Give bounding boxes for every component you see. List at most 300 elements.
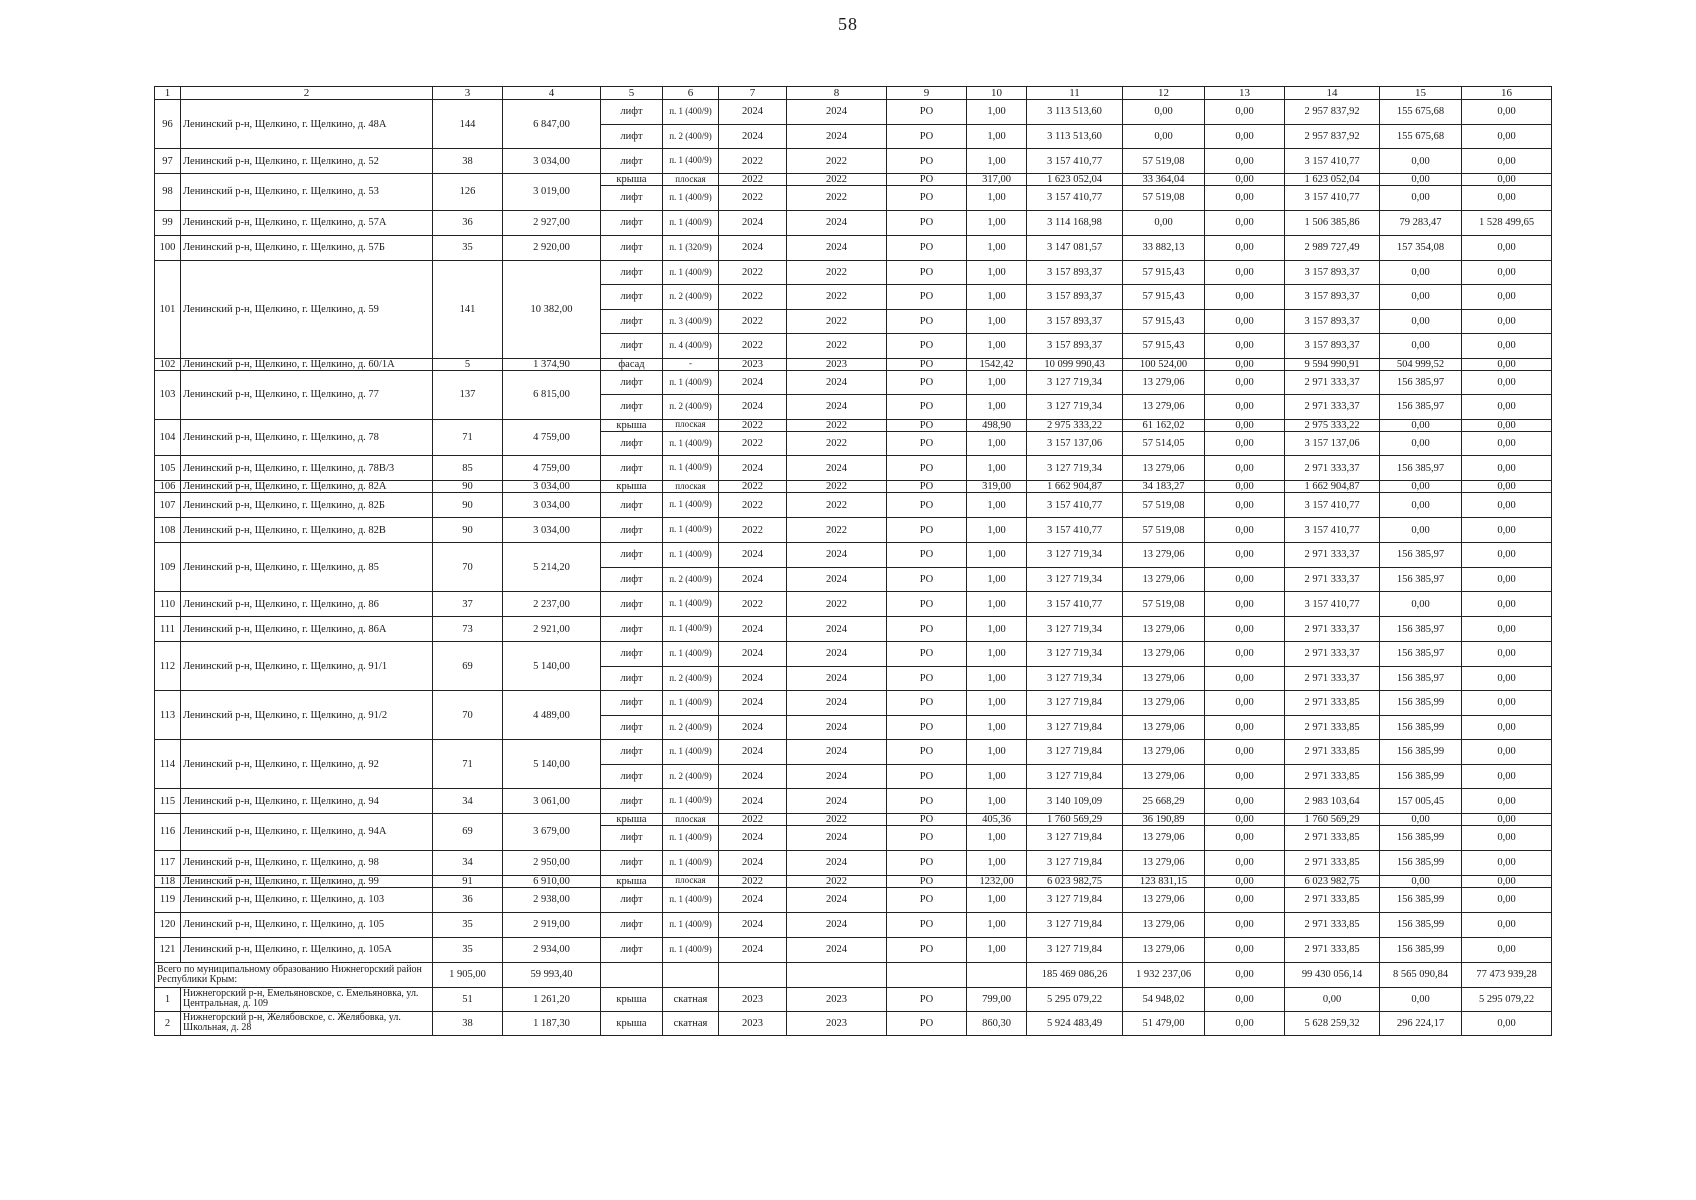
data-cell: 2 971 333,37 (1285, 642, 1380, 667)
row-number: 106 (155, 481, 181, 493)
apartments-cell: 70 (433, 691, 503, 740)
apartments-cell: 38 (433, 1011, 503, 1035)
data-cell: РО (887, 481, 967, 493)
data-cell: 0,00 (1462, 789, 1552, 814)
data-cell: плоская (663, 419, 719, 431)
data-cell: 1,00 (967, 370, 1027, 395)
data-cell: 0,00 (1205, 124, 1285, 149)
data-cell: РО (887, 875, 967, 887)
total-row (155, 962, 1552, 987)
data-cell: 1 623 052,04 (1027, 174, 1123, 186)
address-cell: Ленинский р-н, Щелкино, г. Щелкино, д. 57А (181, 210, 433, 235)
data-cell: 57 519,08 (1123, 149, 1205, 174)
data-cell: РО (887, 1011, 967, 1035)
data-cell: плоская (663, 174, 719, 186)
data-cell: 0,00 (1205, 875, 1285, 887)
data-cell: 2023 (787, 358, 887, 370)
data-cell: 1,00 (967, 789, 1027, 814)
data-cell: крыша (601, 875, 663, 887)
data-cell: лифт (601, 186, 663, 211)
data-cell: 57 915,43 (1123, 309, 1205, 334)
row-number: 112 (155, 642, 181, 691)
data-cell: 0,00 (1462, 419, 1552, 431)
address-cell: Ленинский р-н, Щелкино, г. Щелкино, д. 57Б (181, 235, 433, 260)
data-cell: 156 385,99 (1380, 715, 1462, 740)
table-row (155, 174, 1552, 186)
apartments-cell: 34 (433, 850, 503, 875)
data-cell: 2024 (719, 642, 787, 667)
data-cell: 1,00 (967, 937, 1027, 962)
data-cell: 2024 (719, 235, 787, 260)
data-cell: 2024 (787, 370, 887, 395)
data-cell: 0,00 (1462, 715, 1552, 740)
data-cell: 3 157 410,77 (1027, 186, 1123, 211)
data-cell: 0,00 (1205, 334, 1285, 359)
data-cell: 13 279,06 (1123, 764, 1205, 789)
data-cell: 2022 (719, 186, 787, 211)
data-cell: 3 127 719,84 (1027, 715, 1123, 740)
data-cell: п. 2 (400/9) (663, 285, 719, 310)
data-cell: 0,00 (1462, 764, 1552, 789)
data-cell: 2 971 333,85 (1285, 937, 1380, 962)
data-cell: п. 2 (400/9) (663, 395, 719, 420)
data-cell: 0,00 (1205, 937, 1285, 962)
data-cell: 3 157 893,37 (1027, 260, 1123, 285)
area-cell: 3 019,00 (503, 174, 601, 211)
data-cell: п. 2 (400/9) (663, 567, 719, 592)
data-cell: 2022 (787, 334, 887, 359)
data-cell: 3 127 719,34 (1027, 395, 1123, 420)
data-cell: 0,00 (1462, 334, 1552, 359)
data-cell: 0,00 (1205, 850, 1285, 875)
data-cell: лифт (601, 124, 663, 149)
data-cell: 2022 (787, 481, 887, 493)
data-cell: лифт (601, 789, 663, 814)
address-cell: Ленинский р-н, Щелкино, г. Щелкино, д. 86 (181, 592, 433, 617)
data-cell: 0,00 (1205, 235, 1285, 260)
apartments-cell: 85 (433, 456, 503, 481)
empty-cell (601, 962, 663, 987)
data-cell: 0,00 (1462, 518, 1552, 543)
data-cell: 0,00 (1462, 826, 1552, 851)
data-cell: 319,00 (967, 481, 1027, 493)
data-cell: п. 1 (400/9) (663, 370, 719, 395)
data-cell: п. 1 (400/9) (663, 691, 719, 716)
apartments-cell: 35 (433, 912, 503, 937)
data-cell: п. 1 (400/9) (663, 887, 719, 912)
data-cell: 2022 (719, 481, 787, 493)
col-header: 9 (887, 87, 967, 100)
data-cell: 57 915,43 (1123, 285, 1205, 310)
data-cell: лифт (601, 309, 663, 334)
data-cell: 0,00 (1462, 100, 1552, 125)
data-cell: п. 1 (400/9) (663, 740, 719, 765)
data-cell: РО (887, 235, 967, 260)
data-cell: 2022 (719, 419, 787, 431)
address-cell: Ленинский р-н, Щелкино, г. Щелкино, д. 99 (181, 875, 433, 887)
row-number: 114 (155, 740, 181, 789)
data-cell: 498,90 (967, 419, 1027, 431)
data-cell: 2024 (719, 124, 787, 149)
data-cell: 13 279,06 (1123, 826, 1205, 851)
data-cell: РО (887, 912, 967, 937)
data-cell: 2024 (719, 100, 787, 125)
data-cell: 2 975 333,22 (1285, 419, 1380, 431)
data-cell: скатная (663, 987, 719, 1011)
data-cell: 1,00 (967, 309, 1027, 334)
data-cell: 2 971 333,85 (1285, 887, 1380, 912)
data-cell: 156 385,99 (1380, 826, 1462, 851)
data-cell: 1 528 499,65 (1462, 210, 1552, 235)
data-cell: лифт (601, 912, 663, 937)
data-cell: 504 999,52 (1380, 358, 1462, 370)
data-cell: 2022 (787, 875, 887, 887)
data-cell: крыша (601, 419, 663, 431)
data-cell: крыша (601, 1011, 663, 1035)
row-number: 107 (155, 493, 181, 518)
data-cell: 5 295 079,22 (1462, 987, 1552, 1011)
area-cell: 3 034,00 (503, 518, 601, 543)
data-cell: 25 668,29 (1123, 789, 1205, 814)
address-cell: Ленинский р-н, Щелкино, г. Щелкино, д. 105А (181, 937, 433, 962)
data-cell: 0,00 (1462, 260, 1552, 285)
data-cell: крыша (601, 481, 663, 493)
table-row (155, 937, 1552, 962)
row-number: 111 (155, 617, 181, 642)
data-cell: 9 594 990,91 (1285, 358, 1380, 370)
area-cell: 2 237,00 (503, 592, 601, 617)
data-cell: 3 157 410,77 (1285, 518, 1380, 543)
data-cell: крыша (601, 987, 663, 1011)
data-cell: 156 385,97 (1380, 666, 1462, 691)
data-cell: РО (887, 456, 967, 481)
row-number: 101 (155, 260, 181, 358)
data-cell: 156 385,97 (1380, 395, 1462, 420)
data-cell: 3 157 893,37 (1285, 260, 1380, 285)
data-cell: лифт (601, 740, 663, 765)
col-header: 4 (503, 87, 601, 100)
data-cell: РО (887, 493, 967, 518)
area-cell: 1 261,20 (503, 987, 601, 1011)
data-cell: п. 1 (400/9) (663, 456, 719, 481)
address-cell: Ленинский р-н, Щелкино, г. Щелкино, д. 85 (181, 543, 433, 592)
data-cell: 2024 (719, 715, 787, 740)
data-cell: п. 2 (400/9) (663, 715, 719, 740)
data-cell: РО (887, 740, 967, 765)
data-cell: 2022 (719, 431, 787, 456)
data-cell: 0,00 (1205, 567, 1285, 592)
data-cell: 1,00 (967, 666, 1027, 691)
data-cell: 0,00 (1462, 740, 1552, 765)
data-cell: 3 127 719,84 (1027, 740, 1123, 765)
data-cell: 13 279,06 (1123, 740, 1205, 765)
data-cell: РО (887, 419, 967, 431)
area-cell: 6 910,00 (503, 875, 601, 887)
data-cell: РО (887, 100, 967, 125)
table-row (155, 789, 1552, 814)
data-cell: 1542,42 (967, 358, 1027, 370)
data-cell: 0,00 (1205, 358, 1285, 370)
data-cell: п. 1 (400/9) (663, 518, 719, 543)
data-cell: РО (887, 260, 967, 285)
area-cell: 1 187,30 (503, 1011, 601, 1035)
data-cell: 2023 (719, 1011, 787, 1035)
data-cell: 0,00 (1462, 912, 1552, 937)
apartments-cell: 38 (433, 149, 503, 174)
data-cell: п. 1 (400/9) (663, 642, 719, 667)
address-cell: Ленинский р-н, Щелкино, г. Щелкино, д. 48А (181, 100, 433, 149)
data-cell: 0,00 (1205, 100, 1285, 125)
data-cell: 157 354,08 (1380, 235, 1462, 260)
data-cell: 1,00 (967, 912, 1027, 937)
data-cell: лифт (601, 764, 663, 789)
data-cell: 1,00 (967, 149, 1027, 174)
apartments-cell: 69 (433, 814, 503, 851)
data-cell: 3 157 137,06 (1285, 431, 1380, 456)
data-cell: 156 385,99 (1380, 764, 1462, 789)
data-cell: 2024 (719, 456, 787, 481)
data-cell: 13 279,06 (1123, 567, 1205, 592)
data-cell: 2 971 333,37 (1285, 395, 1380, 420)
data-cell: 0,00 (1380, 419, 1462, 431)
data-cell: 3 127 719,34 (1027, 456, 1123, 481)
data-cell: крыша (601, 814, 663, 826)
data-cell: 3 157 410,77 (1285, 186, 1380, 211)
data-cell: 1,00 (967, 124, 1027, 149)
col-header: 1 (155, 87, 181, 100)
data-cell: 156 385,97 (1380, 567, 1462, 592)
data-cell: 1,00 (967, 826, 1027, 851)
address-cell: Ленинский р-н, Щелкино, г. Щелкино, д. 53 (181, 174, 433, 211)
data-cell: 0,00 (1205, 987, 1285, 1011)
data-cell: 0,00 (1462, 149, 1552, 174)
data-cell: 0,00 (1123, 124, 1205, 149)
data-cell: 57 519,08 (1123, 518, 1205, 543)
data-cell: 2022 (719, 285, 787, 310)
row-number: 98 (155, 174, 181, 211)
total-col-12: 1 932 237,06 (1123, 962, 1205, 987)
address-cell: Ленинский р-н, Щелкино, г. Щелкино, д. 94 (181, 789, 433, 814)
data-cell: РО (887, 567, 967, 592)
col-header: 3 (433, 87, 503, 100)
table-row (155, 543, 1552, 568)
data-cell: 2022 (719, 309, 787, 334)
data-cell: 0,00 (1380, 431, 1462, 456)
data-cell: 2022 (787, 431, 887, 456)
data-cell: 2024 (787, 124, 887, 149)
data-cell: РО (887, 715, 967, 740)
data-cell: лифт (601, 100, 663, 125)
data-cell: 0,00 (1462, 481, 1552, 493)
data-cell: 2024 (719, 543, 787, 568)
data-cell: 0,00 (1462, 814, 1552, 826)
row-number: 110 (155, 592, 181, 617)
data-cell: лифт (601, 518, 663, 543)
address-cell: Нижнегорский р-н, Желябовское, с. Желябовка, ул. Школьная, д. 28 (181, 1011, 433, 1035)
data-cell: лифт (601, 456, 663, 481)
data-cell: 2024 (787, 543, 887, 568)
address-cell: Ленинский р-н, Щелкино, г. Щелкино, д. 77 (181, 370, 433, 419)
data-cell: п. 1 (400/9) (663, 592, 719, 617)
data-cell: 2024 (719, 691, 787, 716)
area-cell: 2 934,00 (503, 937, 601, 962)
data-cell: РО (887, 210, 967, 235)
data-cell: 0,00 (1462, 666, 1552, 691)
data-cell: 2022 (787, 186, 887, 211)
data-cell: 3 114 168,98 (1027, 210, 1123, 235)
data-cell: п. 1 (400/9) (663, 149, 719, 174)
row-number: 121 (155, 937, 181, 962)
table-row (155, 358, 1552, 370)
data-cell: 2024 (719, 850, 787, 875)
data-cell: 1232,00 (967, 875, 1027, 887)
data-cell: 1,00 (967, 764, 1027, 789)
data-cell: 2 971 333,37 (1285, 617, 1380, 642)
table-row (155, 518, 1552, 543)
data-cell: 3 127 719,34 (1027, 642, 1123, 667)
table-row (155, 814, 1552, 826)
data-cell: скатная (663, 1011, 719, 1035)
data-cell: лифт (601, 235, 663, 260)
data-cell: п. 1 (400/9) (663, 493, 719, 518)
address-cell: Ленинский р-н, Щелкино, г. Щелкино, д. 103 (181, 887, 433, 912)
col-header: 14 (1285, 87, 1380, 100)
data-cell: 156 385,97 (1380, 456, 1462, 481)
data-cell: п. 1 (320/9) (663, 235, 719, 260)
data-cell: 13 279,06 (1123, 395, 1205, 420)
data-cell: 1,00 (967, 235, 1027, 260)
data-cell: 3 127 719,84 (1027, 937, 1123, 962)
data-cell: 0,00 (1205, 789, 1285, 814)
data-cell: 2024 (719, 887, 787, 912)
table-row (155, 850, 1552, 875)
data-cell: лифт (601, 210, 663, 235)
data-cell: лифт (601, 431, 663, 456)
data-cell: 13 279,06 (1123, 912, 1205, 937)
area-cell: 2 919,00 (503, 912, 601, 937)
table-row (155, 887, 1552, 912)
data-cell: лифт (601, 592, 663, 617)
data-cell: 3 157 410,77 (1285, 149, 1380, 174)
row-number: 113 (155, 691, 181, 740)
data-cell: 13 279,06 (1123, 850, 1205, 875)
data-cell: 34 183,27 (1123, 481, 1205, 493)
data-cell: п. 2 (400/9) (663, 666, 719, 691)
data-cell: 2024 (787, 826, 887, 851)
data-cell: 1 760 569,29 (1285, 814, 1380, 826)
data-cell: 2 957 837,92 (1285, 124, 1380, 149)
apartments-cell: 34 (433, 789, 503, 814)
row-number: 99 (155, 210, 181, 235)
data-cell: РО (887, 814, 967, 826)
data-cell: РО (887, 987, 967, 1011)
data-cell: 2022 (719, 875, 787, 887)
data-cell: 2 971 333,37 (1285, 456, 1380, 481)
col-header: 7 (719, 87, 787, 100)
area-cell: 4 759,00 (503, 456, 601, 481)
data-cell: 5 295 079,22 (1027, 987, 1123, 1011)
data-cell: 0,00 (1205, 912, 1285, 937)
data-cell: 1 760 569,29 (1027, 814, 1123, 826)
area-cell: 4 489,00 (503, 691, 601, 740)
data-cell: РО (887, 691, 967, 716)
data-cell: 0,00 (1462, 285, 1552, 310)
data-cell: 1,00 (967, 543, 1027, 568)
next-district-rows (155, 987, 1552, 1035)
col-header: 2 (181, 87, 433, 100)
data-cell: 3 127 719,84 (1027, 850, 1123, 875)
data-cell: п. 2 (400/9) (663, 764, 719, 789)
data-cell: 157 005,45 (1380, 789, 1462, 814)
data-cell: 1,00 (967, 456, 1027, 481)
repair-program-table (154, 86, 1552, 1036)
data-cell: 0,00 (1462, 567, 1552, 592)
data-cell: 1 623 052,04 (1285, 174, 1380, 186)
data-cell: 0,00 (1205, 814, 1285, 826)
data-cell: 0,00 (1205, 642, 1285, 667)
data-cell: 2022 (787, 260, 887, 285)
data-cell: 0,00 (1380, 260, 1462, 285)
row-number: 103 (155, 370, 181, 419)
data-cell: РО (887, 887, 967, 912)
data-cell: 0,00 (1205, 260, 1285, 285)
apartments-cell: 91 (433, 875, 503, 887)
data-cell: 61 162,02 (1123, 419, 1205, 431)
data-cell: 0,00 (1462, 543, 1552, 568)
address-cell: Ленинский р-н, Щелкино, г. Щелкино, д. 52 (181, 149, 433, 174)
data-cell: 0,00 (1462, 235, 1552, 260)
data-cell: 2024 (787, 666, 887, 691)
data-cell: 0,00 (1205, 617, 1285, 642)
table-row (155, 210, 1552, 235)
data-cell: 2024 (719, 789, 787, 814)
data-cell: РО (887, 431, 967, 456)
table-row (155, 370, 1552, 395)
row-number: 120 (155, 912, 181, 937)
data-cell: 1,00 (967, 518, 1027, 543)
address-cell: Ленинский р-н, Щелкино, г. Щелкино, д. 78 (181, 419, 433, 456)
data-cell: 1 506 385,86 (1285, 210, 1380, 235)
data-cell: 2024 (719, 567, 787, 592)
data-cell: 2024 (719, 210, 787, 235)
total-apartments: 1 905,00 (433, 962, 503, 987)
table-body (155, 100, 1552, 963)
data-cell: РО (887, 370, 967, 395)
data-cell: 799,00 (967, 987, 1027, 1011)
row-number: 96 (155, 100, 181, 149)
data-cell: 3 127 719,84 (1027, 887, 1123, 912)
data-cell: 0,00 (1380, 186, 1462, 211)
data-cell: 0,00 (1380, 493, 1462, 518)
data-cell: 2022 (787, 592, 887, 617)
data-cell: 0,00 (1462, 309, 1552, 334)
data-cell: 3 157 137,06 (1027, 431, 1123, 456)
data-cell: 3 113 513,60 (1027, 100, 1123, 125)
data-cell: 2024 (787, 210, 887, 235)
data-cell: 2022 (787, 174, 887, 186)
data-cell: 1,00 (967, 100, 1027, 125)
data-cell: 2022 (719, 334, 787, 359)
data-cell: РО (887, 826, 967, 851)
data-cell: 0,00 (1380, 149, 1462, 174)
data-cell: 1,00 (967, 691, 1027, 716)
area-cell: 5 140,00 (503, 740, 601, 789)
data-cell: 2022 (719, 174, 787, 186)
empty-cell (967, 962, 1027, 987)
data-cell: РО (887, 666, 967, 691)
data-cell: 2024 (719, 666, 787, 691)
data-cell: 0,00 (1123, 210, 1205, 235)
